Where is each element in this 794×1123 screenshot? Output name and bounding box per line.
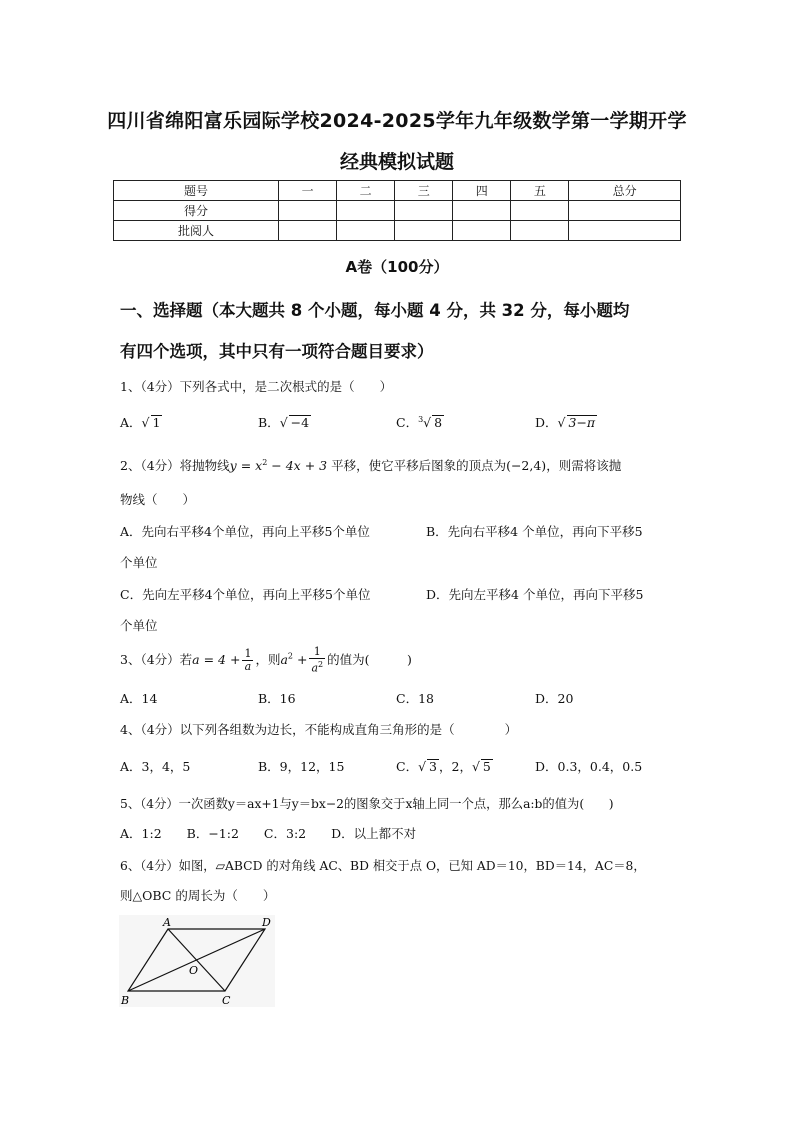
score-cell xyxy=(569,201,681,221)
q4-option-a: A．3，4，5 xyxy=(120,759,191,774)
question-4-stem: 4、（4分）以下列各组数为边长，不能构成直角三角形的是（ ） xyxy=(120,722,518,737)
q4-option-c-root2: 5 xyxy=(482,759,491,774)
q1-option-c-radicand: 8 xyxy=(434,415,443,430)
q3-a-eq: a = 4 + xyxy=(192,651,241,667)
vertex-label-b: B xyxy=(121,994,130,1007)
reviewer-cell xyxy=(453,221,511,241)
q1-option-b-radicand: −4 xyxy=(290,415,310,430)
q4-option-c-root1: 3 xyxy=(429,759,437,774)
reviewer-cell xyxy=(395,221,453,241)
reviewer-cell xyxy=(279,221,337,241)
score-table-score-row xyxy=(114,201,681,221)
q4-option-b: B．9，12，15 xyxy=(258,759,345,774)
score-table-header-row xyxy=(114,181,681,201)
question-2-stem xyxy=(120,456,621,474)
reviewer-cell xyxy=(337,221,395,241)
vertex-label-d: D xyxy=(262,916,271,929)
section1-heading-line2: 有四个选项，其中只有一项符合题目要求） xyxy=(120,342,434,361)
section-a-heading: A卷（100分） xyxy=(345,258,449,276)
q2-option-b-cont: 个单位 xyxy=(120,555,158,570)
q3-option-a: A．14 xyxy=(120,691,158,706)
q1-option-a: A．√ 1 xyxy=(120,415,161,430)
score-table-reviewer-row xyxy=(114,221,681,241)
q3-frac1-num: 1 xyxy=(244,646,252,660)
q2-option-d: D．先向左平移4 个单位，再向下平移5 xyxy=(426,587,644,602)
question-6-stem-line1: 6、（4分）如图，▱ABCD 的对角线 AC、BD 相交于点 O，已知 AD＝10，BD＝14，AC＝8， xyxy=(120,859,646,873)
question-5-options: A．1:2 B．−1:2 C．3:2 D．以上都不对 xyxy=(120,826,417,841)
q4-option-c-mid: ，2， xyxy=(439,759,472,774)
exam-title-line1: 四川省绵阳富乐园际学校2024-2025学年九年级数学第一学期开学 xyxy=(107,110,687,132)
q2-option-b: B．先向右平移4 个单位，再向下平移5 xyxy=(426,524,643,539)
q1-option-d-label: D． xyxy=(535,415,558,430)
q4-option-d: D．0.3，0.4，0.5 xyxy=(535,759,643,774)
reviewer-row-label: 批阅人 xyxy=(114,221,279,241)
score-table-header: 二 xyxy=(337,181,395,201)
q3-plus: + xyxy=(293,651,308,667)
question-1-stem: 1、（4分）下列各式中，是二次根式的是（ ） xyxy=(120,379,393,394)
q3-option-d: D．20 xyxy=(535,691,574,706)
q2-option-d-cont: 个单位 xyxy=(120,618,158,633)
center-label-o: O xyxy=(189,964,199,977)
q4-option-c: C．√ 3 ，2，√ 5 xyxy=(396,759,491,774)
reviewer-cell xyxy=(569,221,681,241)
q3-a2: a xyxy=(280,651,288,667)
q3-prefix: 3、（4分）若 xyxy=(120,651,193,667)
q3-frac2 xyxy=(309,646,325,675)
q2-mid: 平移，使它平移后图象的顶点为 xyxy=(327,458,507,473)
q3-frac2-den-wrap xyxy=(309,659,325,675)
q2-prefix: 2、（4分）将抛物线 xyxy=(120,458,230,473)
q3-frac1-den: a xyxy=(244,659,252,673)
q2-suffix: ，则需将该抛 xyxy=(546,458,622,473)
q2-expr-eq: = xyxy=(236,458,256,473)
q1-option-d: D．√ 3−π xyxy=(535,415,596,430)
q2-option-a: A．先向右平移4个单位，再向上平移5个单位 xyxy=(120,524,370,539)
exam-title-line2: 经典模拟试题 xyxy=(339,151,454,173)
score-cell xyxy=(395,201,453,221)
q3-frac2-den: a xyxy=(311,661,319,675)
vertex-label-a: A xyxy=(163,916,171,929)
q3-frac2-num: 1 xyxy=(309,646,325,659)
score-table-header: 题号 xyxy=(114,181,279,201)
vertex-label-c: C xyxy=(222,994,231,1007)
q1-option-a-label: A． xyxy=(120,415,142,430)
q3-option-b: B．16 xyxy=(258,691,296,706)
q3-mid: ，则 xyxy=(255,651,281,667)
score-cell xyxy=(511,201,569,221)
q2-expr-rest: − 4x + 3 xyxy=(267,458,328,473)
score-table-header: 一 xyxy=(279,181,337,201)
score-table-header: 五 xyxy=(511,181,569,201)
question-3-stem xyxy=(120,646,412,675)
q1-option-c-label: C． xyxy=(396,415,419,430)
q1-option-d-radicand: 3−π xyxy=(568,415,596,430)
question-6-stem-line2: 则△OBC 的周长为（ ） xyxy=(120,888,276,903)
question-2-line2: 物线（ ） xyxy=(120,492,196,507)
question-5-stem: 5、（4分）一次函数y＝ax+1与y＝bx−2的图象交于x轴上同一个点，那么a:b的值为( ) xyxy=(120,797,614,811)
q2-point: (−2,4) xyxy=(506,458,547,473)
q1-option-b-label: B． xyxy=(258,415,280,430)
score-table-header: 三 xyxy=(395,181,453,201)
parallelogram-figure xyxy=(119,915,275,1007)
q2-expr-pow: 2 xyxy=(262,457,268,467)
reviewer-cell xyxy=(511,221,569,241)
q3-frac1 xyxy=(242,648,253,673)
q2-option-c: C．先向左平移4个单位，再向上平移5个单位 xyxy=(120,587,371,602)
q1-option-c-index: 3 xyxy=(418,414,424,424)
score-table-header: 总分 xyxy=(569,181,681,201)
q2-expr-y: y xyxy=(229,458,237,473)
score-row-label: 得分 xyxy=(114,201,279,221)
score-cell xyxy=(453,201,511,221)
q1-option-a-radicand: 1 xyxy=(152,415,161,430)
q3-frac2-pow: 2 xyxy=(318,660,324,669)
q2-expr-x: x xyxy=(255,458,263,473)
score-cell xyxy=(279,201,337,221)
q1-option-c: C．$^3$√ 8 xyxy=(396,414,443,430)
score-cell xyxy=(337,201,395,221)
score-table-header: 四 xyxy=(453,181,511,201)
q1-option-b: B．√ −4 xyxy=(258,415,310,430)
q3-option-c: C．18 xyxy=(396,691,434,706)
q4-option-c-label: C． xyxy=(396,759,419,774)
q3-a2-pow: 2 xyxy=(287,651,293,661)
score-table xyxy=(113,180,681,241)
q3-suffix: 的值为( ) xyxy=(327,651,412,667)
section1-heading-line1: 一、选择题（本大题共 8 个小题，每小题 4 分，共 32 分，每小题均 xyxy=(120,301,630,320)
